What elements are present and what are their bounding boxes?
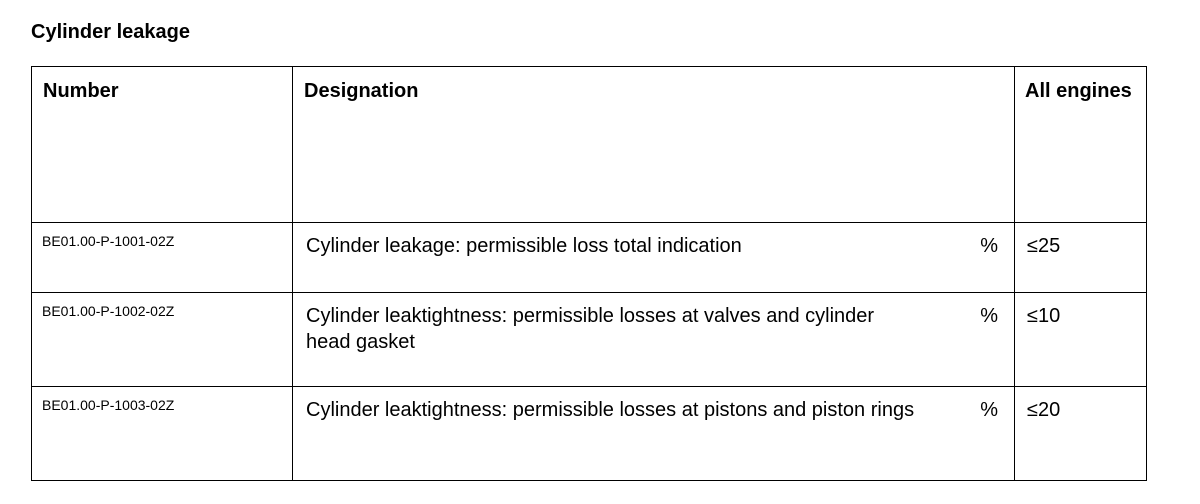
number-cell — [32, 387, 293, 481]
row-value: ≤10 — [1027, 305, 1061, 327]
row-designation: Cylinder leaktightness: permissible losses at valves and cylinder head gasket — [306, 305, 875, 353]
table-row — [32, 293, 1147, 387]
row-number: BE01.00-P-1003-02Z — [42, 397, 175, 413]
number-cell — [32, 223, 293, 293]
row-number: BE01.00-P-1002-02Z — [42, 303, 175, 319]
value-cell — [1015, 387, 1147, 481]
row-designation: Cylinder leaktightness: permissible losses at pistons and piston rings — [306, 399, 915, 421]
designation-cell — [293, 223, 1015, 293]
header-number: Number — [43, 80, 119, 102]
row-unit: % — [980, 399, 998, 421]
header-all-engines: All engines — [1025, 80, 1132, 102]
table-row — [32, 387, 1147, 481]
table-row — [32, 223, 1147, 293]
table-header-row — [32, 67, 1147, 223]
header-all-engines-cell — [1015, 67, 1147, 223]
specification-table — [31, 66, 1147, 481]
designation-cell — [293, 293, 1015, 387]
value-cell — [1015, 223, 1147, 293]
designation-cell — [293, 387, 1015, 481]
header-number-cell — [32, 67, 293, 223]
row-designation: Cylinder leakage: permissible loss total indication — [306, 235, 742, 257]
header-designation-cell — [293, 67, 1015, 223]
row-value: ≤20 — [1027, 399, 1061, 421]
value-cell — [1015, 293, 1147, 387]
number-cell — [32, 293, 293, 387]
row-number: BE01.00-P-1001-02Z — [42, 233, 175, 249]
header-designation: Designation — [304, 80, 419, 102]
row-unit: % — [980, 235, 998, 257]
row-unit: % — [980, 305, 998, 327]
document-title: Cylinder leakage — [31, 21, 190, 43]
row-value: ≤25 — [1027, 235, 1061, 257]
